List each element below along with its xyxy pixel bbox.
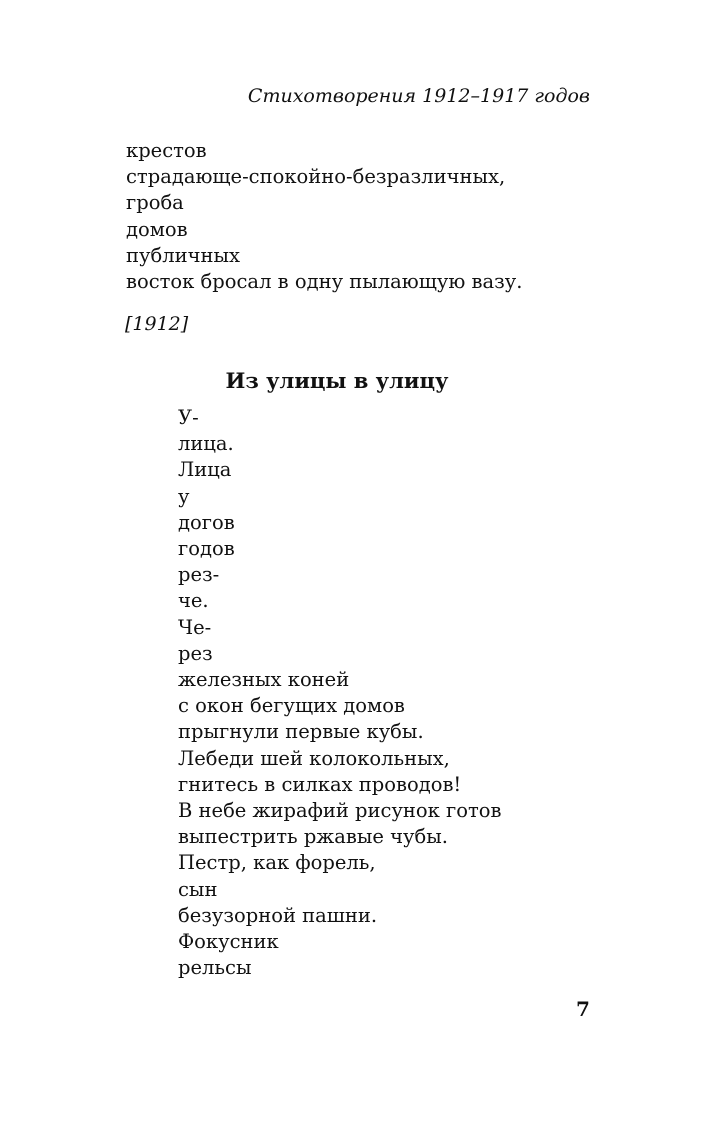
poem-line: домов — [126, 217, 188, 241]
poem-stanza — [178, 405, 502, 981]
poem-line: гнитесь в силках проводов! — [178, 772, 462, 796]
poem-line: Фокусник — [178, 930, 279, 954]
poem-line: восток бросал в одну пылающую вазу. — [126, 270, 523, 294]
poem-line: сын — [178, 877, 218, 901]
poem-line: Лица — [178, 458, 232, 482]
poem-line: крестов — [126, 139, 207, 162]
poem-title: Из улицы в улицу — [225, 368, 449, 393]
page-number: 7 — [576, 997, 590, 1021]
poem-line: Пестр, как форель, — [178, 851, 376, 875]
poem-line: рез — [178, 641, 213, 665]
poem-line: лица. — [178, 432, 234, 456]
poem-line: Лебеди шей колокольных, — [178, 746, 450, 770]
poem-line: годов — [178, 537, 235, 561]
poem-line: рез- — [178, 563, 220, 587]
poem-date: [1912] — [125, 313, 189, 335]
poem-line: с окон бегущих домов — [178, 694, 405, 718]
poem-line: страдающе-спокойно-безразличных, — [126, 165, 506, 189]
poem-line: рельсы — [178, 956, 252, 980]
previous-poem-stanza — [126, 138, 522, 295]
poem-line: В небе жирафий рисунок готов — [178, 799, 502, 823]
poem-line: публичных — [126, 243, 241, 267]
poem-line: У- — [178, 406, 199, 429]
poem-line: у — [178, 484, 190, 508]
poem-line: безузорной пашни. — [178, 903, 378, 927]
poem-line: Че- — [178, 615, 212, 639]
poem-line: догов — [178, 510, 235, 534]
poem-line: прыгнули первые кубы. — [178, 720, 424, 744]
poem-line: че. — [178, 589, 209, 613]
poem-line: гроба — [126, 191, 184, 215]
poem-line: железных коней — [178, 668, 350, 692]
poem-line: выпестрить ржавые чубы. — [178, 825, 448, 849]
running-header: Стихотворения 1912–1917 годов — [247, 85, 590, 107]
